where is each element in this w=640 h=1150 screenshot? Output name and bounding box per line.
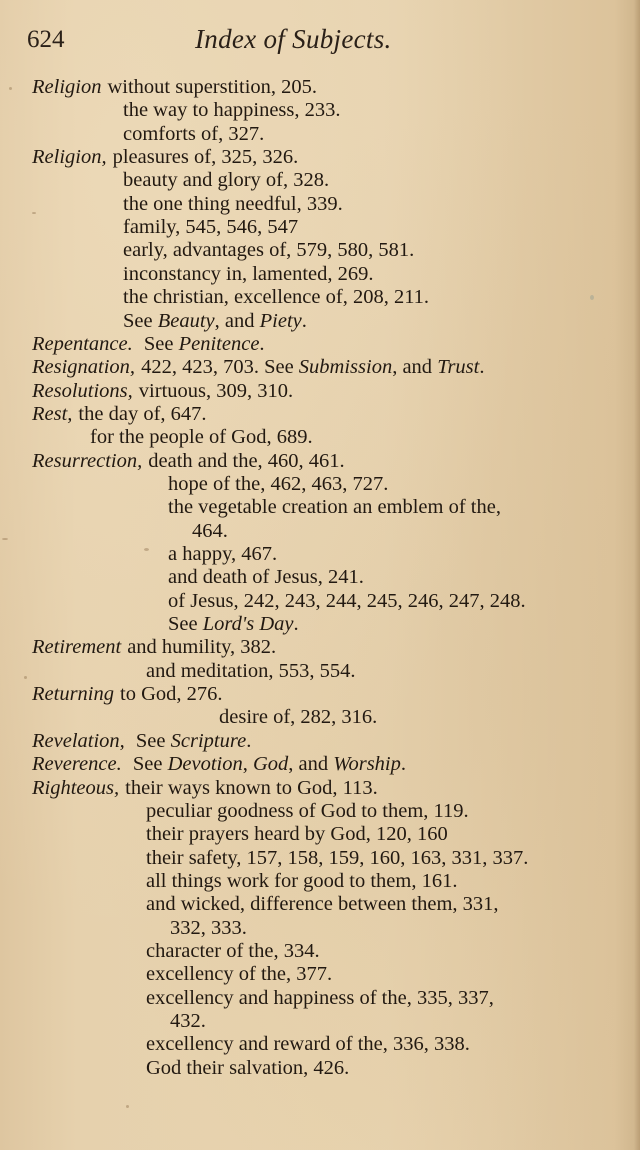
index-subentry [146, 987, 494, 1010]
index-subentry [146, 823, 448, 846]
cross-reference: God [252, 753, 289, 776]
index-subentry [123, 216, 298, 239]
index-subentry [123, 99, 341, 122]
index-subentry [146, 660, 356, 683]
index-subentry [168, 590, 526, 613]
page-edge-shadow [634, 0, 640, 1150]
entry-heading: Resignation, [32, 356, 136, 379]
cross-reference: Submission [298, 356, 393, 379]
entry-heading: Rest, [32, 402, 73, 425]
entry-text: God their salvation, 426. [146, 1056, 350, 1079]
entry-heading: Returning [32, 683, 114, 706]
index-subentry [123, 193, 343, 216]
index-subentry [146, 800, 469, 823]
entry-text: character of the, 334. [146, 939, 320, 962]
cross-reference: Penitence [178, 332, 260, 355]
entry-text: death and the, 460, 461. [148, 449, 345, 472]
paper-speck [32, 212, 36, 214]
index-subentry [146, 893, 499, 916]
entry-text: to God, 276. [120, 683, 223, 706]
entry-text: See [168, 613, 203, 636]
entry-heading: Righteous, [32, 776, 120, 799]
entry-text: excellency and happiness of the, 335, 337, [146, 986, 494, 1009]
entry-text: hope of the, 462, 463, 727. [168, 472, 389, 495]
index-subentry [168, 496, 501, 519]
entry-text: virtuous, 309, 310. [138, 379, 294, 402]
entry-text: desire of, 282, 316. [219, 706, 378, 729]
cross-reference: Lord's Day [202, 613, 294, 636]
index-entry [32, 403, 207, 426]
entry-text: the way to happiness, 233. [123, 99, 341, 122]
entry-text: early, advantages of, 579, 580, 581. [123, 239, 415, 262]
entry-text: 422, 423, 703. See [141, 356, 299, 379]
index-subentry [123, 123, 264, 146]
index-subentry [146, 1057, 349, 1080]
index-subentry [192, 520, 228, 543]
index-entry: Revelation, See Scripture. [32, 729, 252, 752]
index-entry [32, 380, 293, 403]
entry-text: the one thing needful, 339. [123, 192, 343, 215]
cross-reference: Piety [259, 309, 302, 332]
index-subentry [146, 1033, 470, 1056]
index-entry: Reverence. See Devotion, God, and Worship. [32, 753, 407, 776]
entry-text: See [130, 729, 171, 752]
entry-text: inconstancy in, lamented, 269. [123, 262, 374, 285]
index-subentry [123, 239, 414, 262]
page-header [27, 20, 627, 60]
entry-text: the vegetable creation an emblem of the, [168, 496, 501, 519]
index-entry [32, 146, 298, 169]
entry-text: beauty and glory of, 328. [123, 169, 330, 192]
entry-text: and wicked, difference between them, 331, [146, 893, 499, 916]
entry-text: excellency and reward of the, 336, 338. [146, 1033, 470, 1056]
entry-text: See [127, 753, 168, 776]
paper-speck [2, 538, 8, 540]
index-subentry [123, 263, 374, 286]
entry-text: the day of, 647. [78, 402, 207, 425]
index-subentry: See Lord's Day. [168, 613, 299, 636]
entry-heading: Reverence. [32, 753, 122, 776]
index-subentry [123, 169, 329, 192]
entry-text: peculiar goodness of God to them, 119. [146, 799, 469, 822]
index-subentry [146, 940, 320, 963]
paper-speck [144, 548, 149, 551]
entry-text: and meditation, 553, 554. [146, 659, 356, 682]
index-entry [32, 76, 317, 99]
entry-text: 464. [192, 519, 228, 542]
cross-reference: Trust [437, 356, 480, 379]
entry-text: their safety, 157, 158, 159, 160, 163, 331, 337. [146, 846, 529, 869]
entry-text: their ways known to God, 113. [125, 776, 378, 799]
entry-text: pleasures of, 325, 326. [112, 146, 299, 169]
cross-reference: Worship [333, 753, 401, 776]
index-subentry [168, 543, 277, 566]
entry-text: their prayers heard by God, 120, 160 [146, 823, 448, 846]
entry-heading: Retirement [32, 636, 122, 659]
cross-reference: Scripture [170, 729, 247, 752]
entry-text: See [138, 332, 179, 355]
entry-text: without superstition, 205. [107, 76, 318, 98]
index-subentry [146, 870, 457, 893]
paper-speck [590, 295, 594, 300]
index-subentry [146, 963, 332, 986]
index-subentry [170, 1010, 206, 1033]
entry-text: of Jesus, 242, 243, 244, 245, 246, 247, 248. [168, 589, 526, 612]
entry-text: excellency of the, 377. [146, 963, 333, 986]
entry-text: a happy, 467. [168, 543, 278, 565]
entry-heading: Repentance. [32, 332, 133, 355]
page-number: 624 [27, 26, 65, 53]
index-subentry: See Beauty, and Piety. [123, 309, 307, 332]
entry-heading: Revelation, [32, 729, 125, 752]
entry-heading: Religion, [32, 146, 107, 169]
cross-reference: Devotion [167, 753, 243, 776]
running-title: Index of Subjects. [195, 24, 392, 54]
index-subentry [90, 426, 313, 449]
index-subentry [168, 566, 364, 589]
index-entry [32, 777, 378, 800]
index-entry: Resignation, 422, 423, 703. See Submission, and Trust. [32, 356, 485, 379]
cross-reference: Beauty [157, 309, 215, 332]
paper-speck [9, 87, 12, 90]
entry-text: for the people of God, 689. [90, 426, 313, 449]
entry-text: all things work for good to them, 161. [146, 869, 458, 892]
index-subentry [168, 473, 388, 496]
index-subentry [146, 847, 528, 870]
index-entry [32, 450, 345, 473]
index-entry [32, 636, 276, 659]
entry-text: See [123, 309, 158, 332]
paper-speck [126, 1105, 129, 1108]
paper-speck [24, 676, 27, 679]
entry-heading: Religion [32, 76, 102, 98]
entry-heading: Resurrection, [32, 449, 143, 472]
entry-text: 432. [170, 1010, 206, 1032]
entry-text: 332, 333. [170, 916, 247, 939]
index-subentry [123, 286, 429, 309]
entry-heading: Resolutions, [32, 379, 133, 402]
index-subentry [219, 706, 377, 729]
index-entry [32, 683, 223, 706]
entry-text: family, 545, 546, 547 [123, 216, 299, 239]
entry-text: and death of Jesus, 241. [168, 566, 364, 589]
entry-text: and humility, 382. [127, 636, 277, 659]
index-entry: Repentance. See Penitence. [32, 332, 265, 355]
index-subentry [170, 917, 247, 940]
entry-text: comforts of, 327. [123, 122, 265, 145]
entry-text: the christian, excellence of, 208, 211. [123, 286, 430, 309]
